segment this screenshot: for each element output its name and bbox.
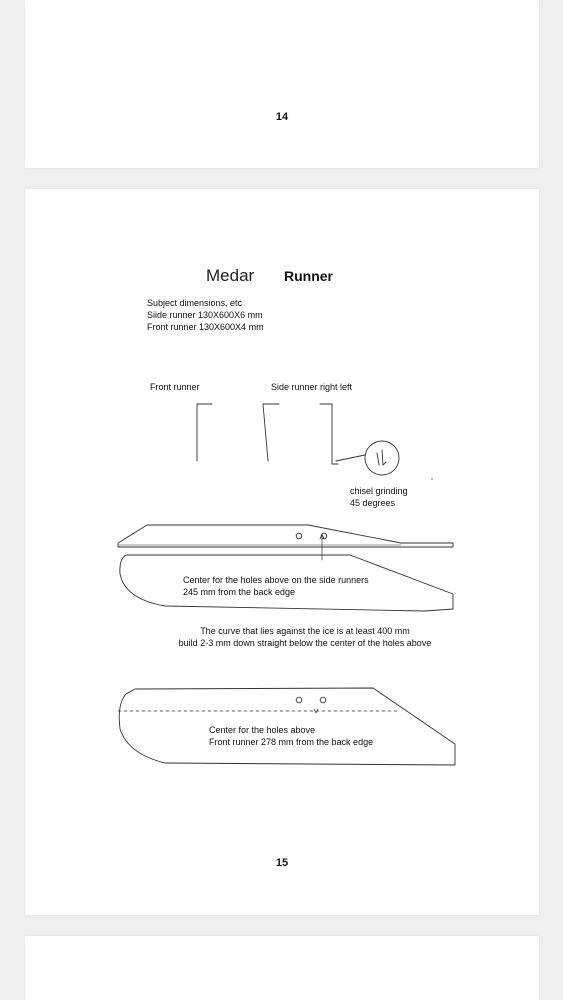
front-runner-profile (197, 404, 212, 461)
page-14 (25, 0, 539, 168)
chisel-line-1: chisel grinding (350, 486, 408, 496)
page-16-partial (25, 936, 539, 1000)
note-side-holes-line-2: 245 mm from the back edge (183, 587, 296, 597)
note-front-holes (209, 724, 373, 748)
spec-line-front-runner: Front runner 130X600X4 mm (147, 322, 264, 332)
front-hole-1 (296, 697, 302, 703)
side-runner-left-profile (320, 404, 338, 464)
note-curve-line-2: build 2-3 mm down straight below the center of the holes above (178, 638, 432, 648)
note-side-holes-line-1: Center for the holes above on the side runners (183, 575, 369, 585)
title-runner: Runner (284, 268, 333, 284)
side-runner-elevation (118, 525, 453, 547)
side-runner-right-profile (263, 404, 279, 461)
note-side-holes (183, 574, 369, 598)
label-front-runner: Front runner (150, 382, 200, 392)
note-front-holes-line-1: Center for the holes above (209, 725, 316, 735)
page-15 (25, 189, 539, 915)
note-curve (155, 625, 455, 649)
front-hole-2 (320, 697, 326, 703)
chisel-line-2: 45 degrees (350, 498, 396, 508)
side-hole-1 (296, 533, 302, 539)
note-curve-line-1: The curve that lies against the ice is at least 400 mm (200, 626, 410, 636)
title-medar: Medar (206, 266, 255, 285)
spec-line-side-runner: Siide runner 130X600X6 mm (147, 310, 263, 320)
note-front-holes-line-2: Front runner 278 mm from the back edge (209, 737, 374, 747)
chisel-edge-detail (377, 450, 386, 465)
spec-line-subject: Subject dimensions, etc (147, 298, 243, 308)
detail-leader-line (336, 455, 365, 461)
page-number: 14 (275, 111, 289, 123)
runner-drawing (25, 189, 539, 915)
label-side-runner: Side runner right left (271, 382, 353, 392)
page-number: 15 (275, 857, 289, 869)
chisel-detail-circle (365, 441, 399, 475)
stray-dot (431, 478, 433, 480)
